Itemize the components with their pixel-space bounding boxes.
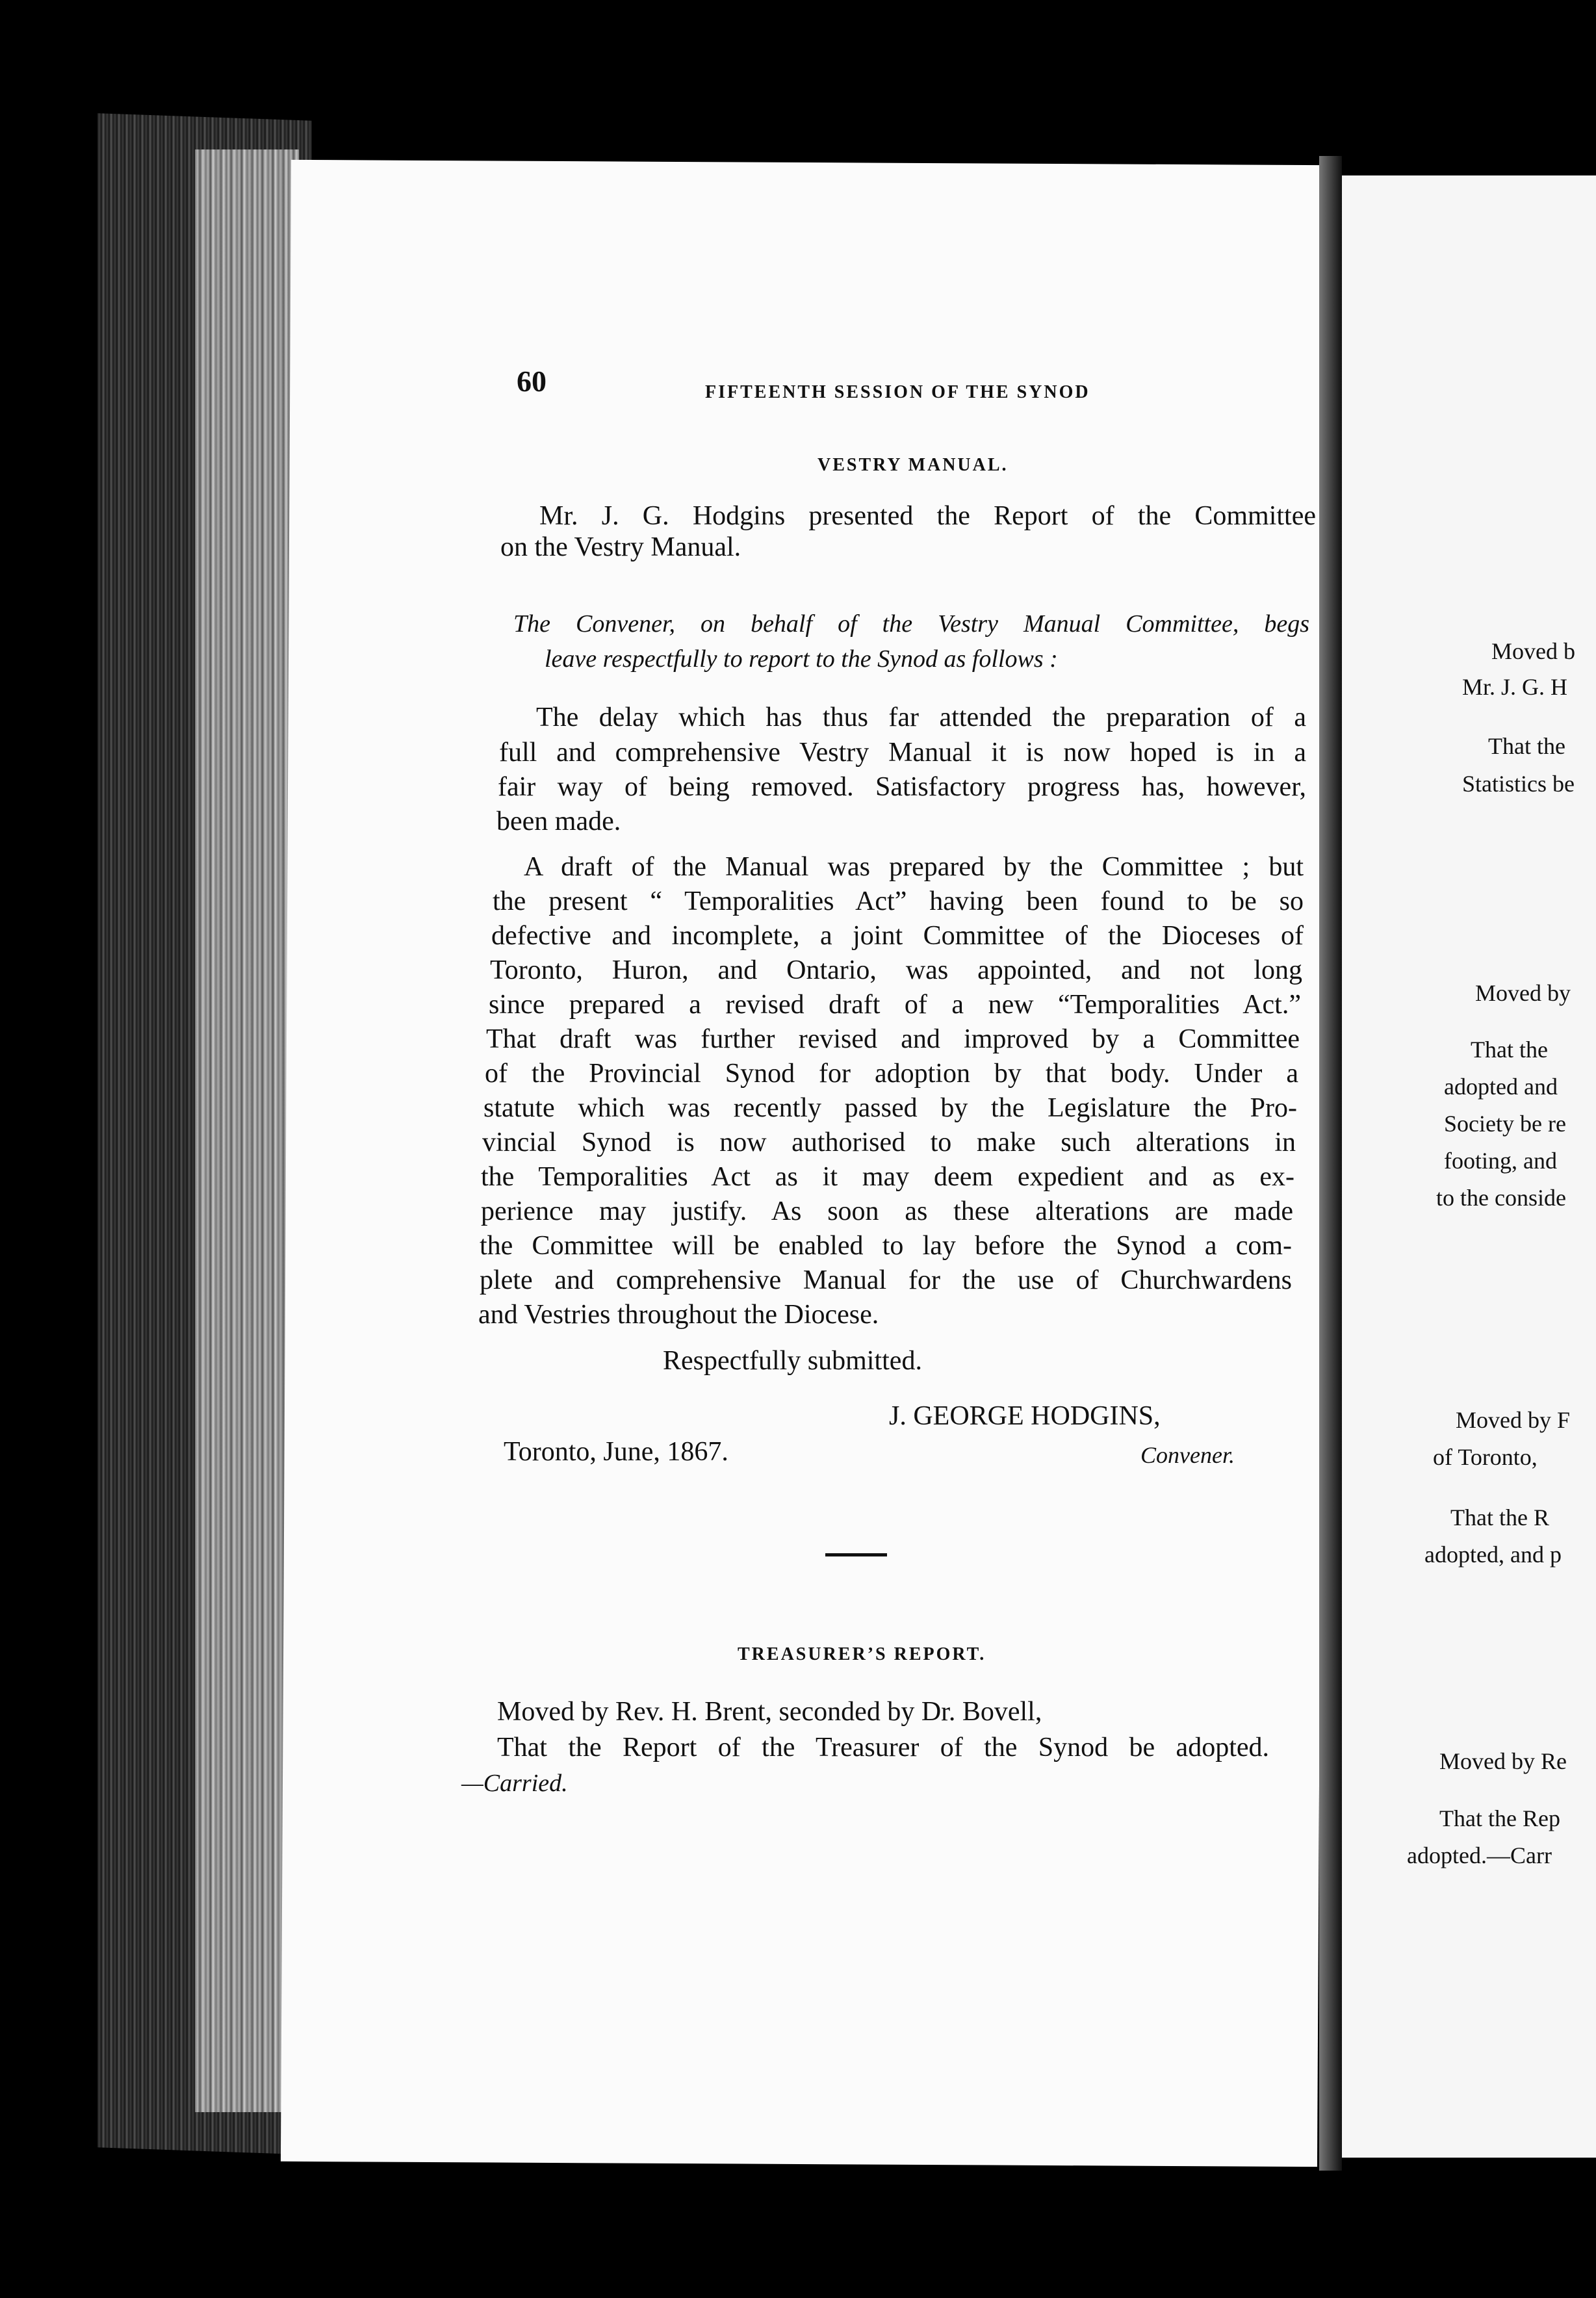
paragraph-line: the Temporalities Act as it may deem expedient and as ex- xyxy=(481,1162,1294,1192)
right-page-fragment: Society be re xyxy=(1444,1111,1566,1137)
right-page-fragment: Moved by Re xyxy=(1439,1748,1567,1774)
intro-line: Mr. J. G. Hodgins presented the Report of the Committee xyxy=(539,501,1316,531)
right-page-fragment: adopted and xyxy=(1444,1074,1558,1100)
place-date: Toronto, June, 1867. xyxy=(504,1437,728,1467)
running-head: FIFTEENTH SESSION OF THE SYNOD xyxy=(705,382,1090,402)
paragraph-line: since prepared a revised draft of a new “Temporalities Act.” xyxy=(489,990,1301,1020)
motion-line: Moved by Rev. H. Brent, seconded by Dr. Bovell, xyxy=(497,1697,1042,1727)
right-page-fragment: footing, and xyxy=(1444,1148,1557,1174)
signatory: J. GEORGE HODGINS, xyxy=(889,1401,1161,1431)
binding-gutter xyxy=(1319,156,1342,2171)
paragraph-line: the Committee will be enabled to lay before the Synod a com- xyxy=(480,1231,1292,1261)
right-page-fragment: Moved by F xyxy=(1456,1407,1571,1433)
convener-note: leave respectfully to report to the Synod as follows : xyxy=(545,645,1058,673)
carried-note: —Carried. xyxy=(461,1770,568,1797)
paragraph-line: the present “ Temporalities Act” having been found to be so xyxy=(493,886,1304,916)
paragraph-line: defective and incomplete, a joint Committee of the Dioceses of xyxy=(491,921,1304,951)
right-page-fragment: of Toronto, xyxy=(1433,1444,1538,1470)
right-page-fragment: That the R xyxy=(1450,1504,1549,1530)
section-heading-vestry: VESTRY MANUAL. xyxy=(817,455,1009,475)
paragraph-line: plete and comprehensive Manual for the use of Churchwardens xyxy=(480,1265,1292,1295)
paragraph-line: That draft was further revised and improved by a Committee xyxy=(486,1024,1300,1054)
convener-note: The Convener, on behalf of the Vestry Manual Committee, begs xyxy=(513,610,1309,638)
motion-line: That the Report of the Treasurer of the Synod be adopted. xyxy=(497,1733,1269,1762)
section-heading-treasurer: TREASURER’S REPORT. xyxy=(738,1644,986,1664)
paragraph-line: Toronto, Huron, and Ontario, was appointed, and not long xyxy=(490,955,1302,985)
intro-line: on the Vestry Manual. xyxy=(500,532,741,562)
right-page-fragment: adopted.—Carr xyxy=(1407,1842,1552,1868)
right-page-fragment: Moved b xyxy=(1491,638,1575,664)
paragraph-line: fair way of being removed. Satisfactory progress has, however, xyxy=(498,772,1306,802)
right-page-fragment: That the xyxy=(1471,1037,1548,1063)
page-number: 60 xyxy=(517,365,547,398)
paragraph-line: statute which was recently passed by the Legislature the Pro- xyxy=(483,1093,1297,1123)
paragraph-line: The delay which has thus far attended the preparation of a xyxy=(536,703,1306,732)
signatory-role: Convener. xyxy=(1140,1442,1235,1468)
right-page-fragment: Mr. J. G. H xyxy=(1462,674,1568,700)
right-page-fragment: That the Rep xyxy=(1439,1805,1560,1831)
paragraph-line: A draft of the Manual was prepared by the Committee ; but xyxy=(524,852,1304,882)
right-page-fragment: to the conside xyxy=(1436,1185,1566,1211)
section-rule xyxy=(825,1553,887,1556)
closing-line: Respectfully submitted. xyxy=(663,1346,922,1376)
paragraph-line: been made. xyxy=(496,807,621,836)
right-page-fragment: That the xyxy=(1488,733,1565,759)
paragraph-line: perience may justify. As soon as these alterations are made xyxy=(481,1196,1293,1226)
paragraph-line: and Vestries throughout the Diocese. xyxy=(478,1300,879,1330)
paragraph-line: full and comprehensive Vestry Manual it is now hoped is in a xyxy=(499,738,1306,768)
paragraph-line: of the Provincial Synod for adoption by that body. Under a xyxy=(485,1059,1298,1089)
right-page-fragment: Statistics be xyxy=(1462,771,1575,797)
paragraph-line: vincial Synod is now authorised to make such alterations in xyxy=(482,1128,1296,1157)
right-page-fragment: adopted, and p xyxy=(1424,1542,1562,1568)
right-page-fragment: Moved by xyxy=(1475,980,1571,1006)
